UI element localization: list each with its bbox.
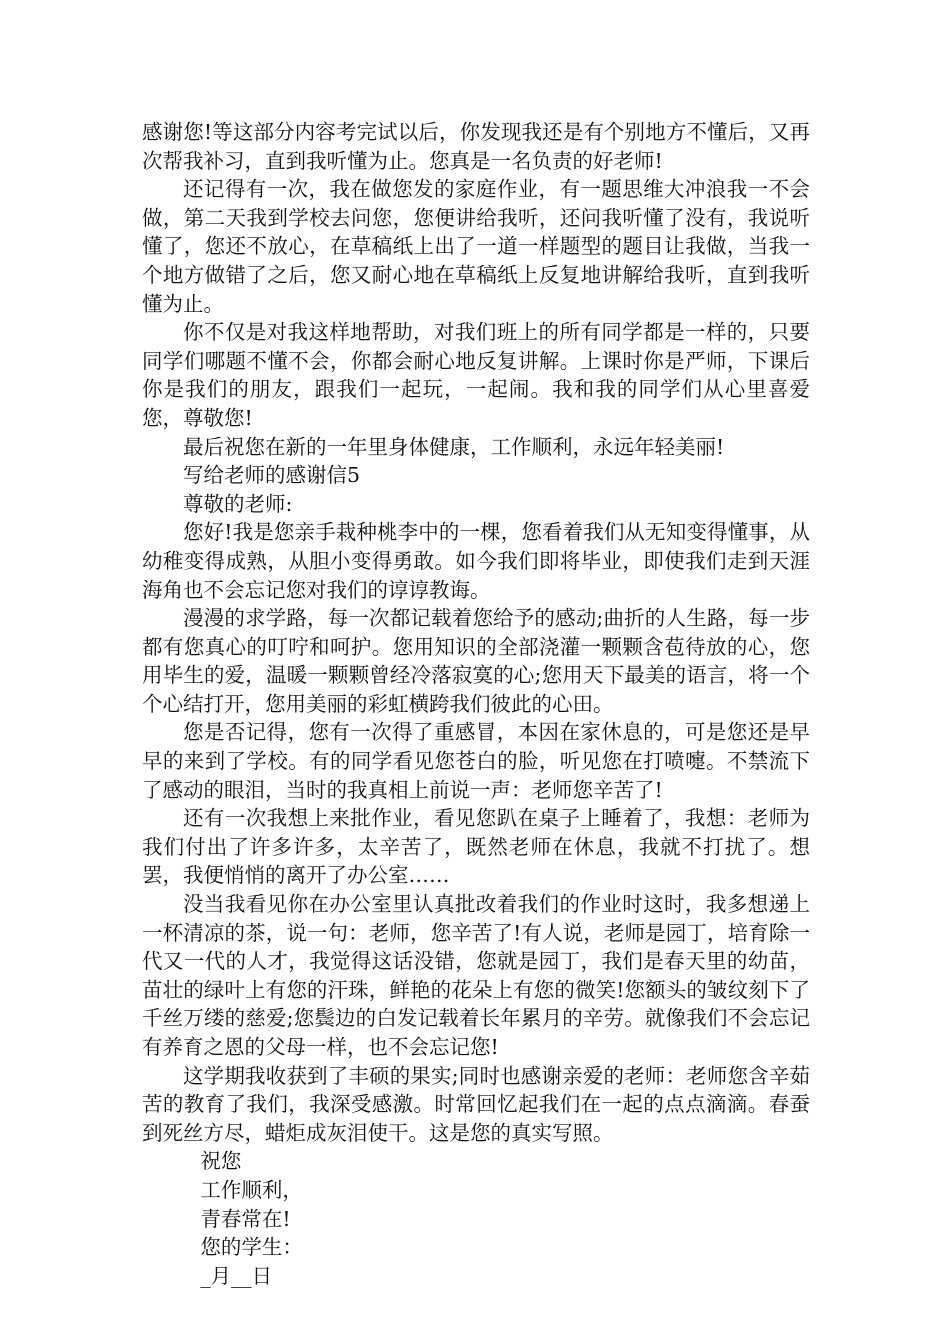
salutation: 尊敬的老师:: [183, 491, 293, 516]
letter-title: 写给老师的感谢信5: [183, 463, 361, 488]
paragraph-9: 您是否记得，您有一次得了重感冒，本因在家休息的，可是您还是早早的来到了学校。有的同学看见您苍白的脸，听见您在打喷嚏。不禁流下了感动的眼泪，当时的我真相上前说一声：老师您辛苦了!: [142, 720, 810, 802]
closing-line-2: 工作顺利，: [200, 1177, 303, 1202]
paragraph-11: 没当我看见你在办公室里认真批改着我们的作业时这时，我多想递上一杯清凉的茶，说一句：老师，您辛苦了!有人说，老师是园丁，培育除一代又一代的人才，我觉得这话没错，您就是园丁，我们是春天里的幼苗，苗壮的绿叶上有您的汗珠，鲜艳的花朵上有您的微笑!您额头的皱纹刻下了千丝万缕的慈爱;您鬓边的白发记载着长年累月的辛劳。就像我们不会忘记有养育之恩的父母一样，也不会忘记您!: [142, 892, 810, 1059]
paragraph-2: 还记得有一次，我在做您发的家庭作业，有一题思维大冲浪我一不会做，第二天我到学校去问您，您便讲给我听，还问我听懂了没有，我说听懂了，您还不放心，在草稿纸上出了一道一样题型的题目让我做，当我一个地方做错了之后，您又耐心地在草稿纸上反复地讲解给我听，直到我听懂为止。: [142, 177, 810, 316]
paragraph-4: 最后祝您在新的一年里身体健康，工作顺利，永远年轻美丽!: [183, 434, 725, 459]
paragraph-3: 你不仅是对我这样地帮助，对我们班上的所有同学都是一样的，只要同学们哪题不懂不会，你都会耐心地反复讲解。上课时你是严师，下课后你是我们的朋友，跟我们一起玩，一起闹。我和我的同学们从心里喜爱您，尊敬您!: [142, 320, 810, 430]
date-line: _月__日: [200, 1263, 273, 1288]
closing-line-3: 青春常在!: [200, 1206, 291, 1231]
document-page: [142, 118, 810, 1290]
paragraph-7: 您好!我是您亲手栽种桃李中的一棵，您看着我们从无知变得懂事，从幼稚变得成熟，从胆小变得勇敢。如今我们即将毕业，即使我们走到天涯海角也不会忘记您对我们的谆谆教诲。: [142, 520, 810, 602]
signature-line: 您的学生：: [200, 1235, 303, 1260]
paragraph-10: 还有一次我想上来批作业，看见您趴在桌子上睡着了，我想：老师为我们付出了许多许多，太辛苦了，既然老师在休息，我就不打扰了。想罢，我便悄悄的离开了办公室……: [142, 806, 810, 888]
paragraph-1: 感谢您!等这部分内容考完试以后，你发现我还是有个别地方不懂后，又再次帮我补习，直到我听懂为止。您真是一名负责的好老师!: [142, 120, 810, 173]
paragraph-8: 漫漫的求学路，每一次都记载着您给予的感动;曲折的人生路，每一步都有您真心的叮咛和呵护。您用知识的全部浇灌一颗颗含苞待放的心，您用毕生的爱，温暖一颗颗曾经冷落寂寞的心;您用天下最美的语言，将一个个心结打开，您用美丽的彩虹横跨我们彼此的心田。: [142, 606, 810, 716]
paragraph-12: 这学期我收获到了丰硕的果实;同时也感谢亲爱的老师：老师您含辛茹苦的教育了我们，我深受感激。时常回忆起我们在一起的点点滴滴。春蚕到死丝方尽，蜡炬成灰泪使干。这是您的真实写照。: [142, 1063, 810, 1145]
closing-line-1: 祝您: [200, 1149, 242, 1174]
